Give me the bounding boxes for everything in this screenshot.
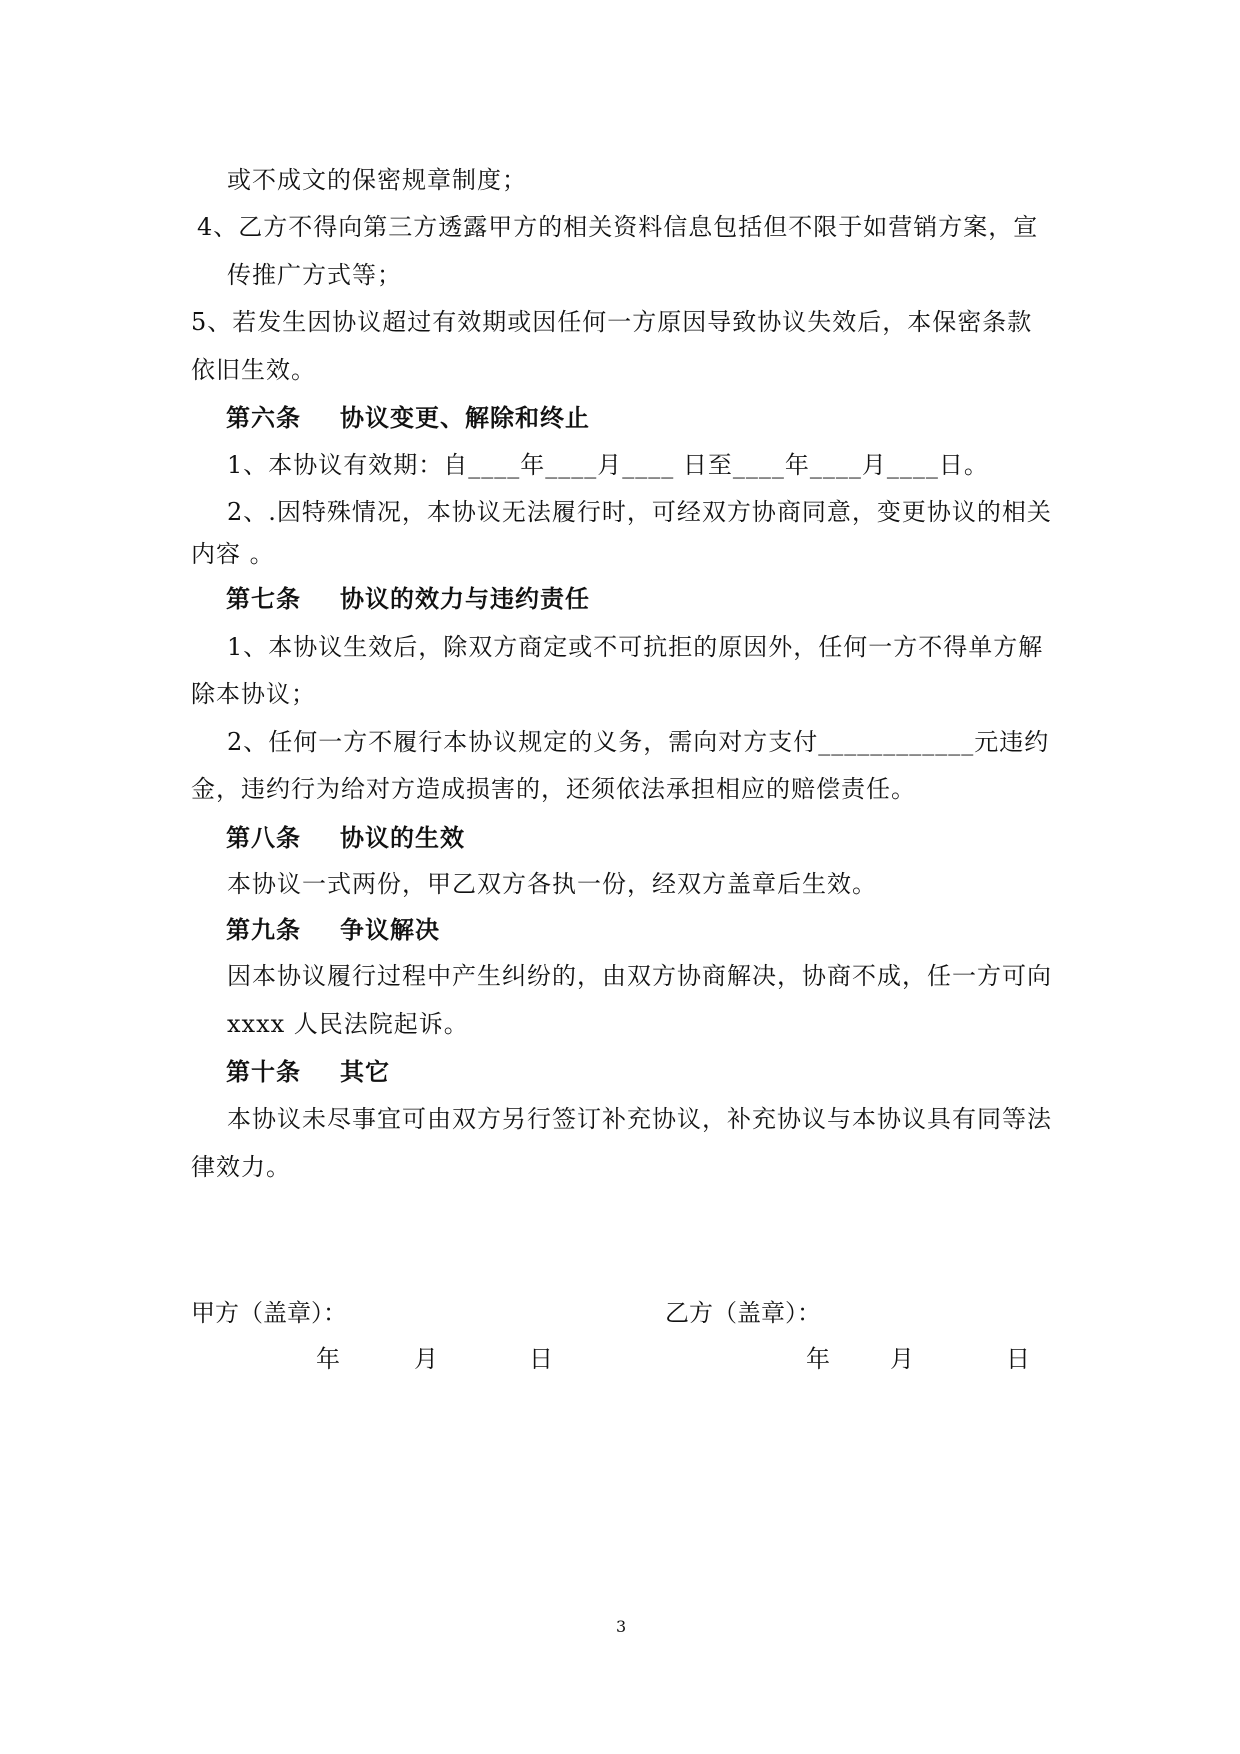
party-a-seal-label: 甲方（盖章）：	[191, 1299, 347, 1327]
article-9-text-line-1: 因本协议履行过程中产生纠纷的，由双方协商解决，协商不成，任一方可向	[227, 962, 1052, 990]
article-9-title: 争议解决	[340, 916, 440, 944]
article-6-heading	[226, 402, 590, 434]
article-10-number: 第十条	[226, 1058, 301, 1086]
article-6-clause-1: 1、本协议有效期：自____年____月____ 日至____年____月____日。	[227, 451, 989, 479]
article-9-text-line-2: xxxx 人民法院起诉。	[227, 1010, 469, 1038]
party-b-seal-label: 乙方（盖章）：	[665, 1299, 821, 1327]
party-b-date-day: 日	[1006, 1345, 1030, 1373]
article-6-clause-2-line-1: 2、.因特殊情况，本协议无法履行时，可经双方协商同意，变更协议的相关	[227, 498, 1052, 526]
party-a-date-day: 日	[529, 1345, 553, 1373]
party-b-date-year: 年	[806, 1345, 830, 1373]
article-6-number: 第六条	[226, 404, 301, 432]
article-7-clause-1-line-2: 除本协议；	[191, 680, 316, 708]
article-10-title: 其它	[340, 1058, 390, 1086]
party-a-date-year: 年	[316, 1345, 340, 1373]
article-10-heading	[226, 1056, 390, 1088]
article-7-title: 协议的效力与违约责任	[340, 585, 590, 613]
article-6-title: 协议变更、解除和终止	[340, 404, 590, 432]
clause-4-line-2: 传推广方式等；	[227, 261, 402, 289]
party-a-date-month: 月	[414, 1345, 438, 1373]
party-b-date-month: 月	[890, 1345, 914, 1373]
article-7-number: 第七条	[226, 585, 301, 613]
clause-5-line-1: 5、若发生因协议超过有效期或因任何一方原因导致协议失效后，本保密条款	[191, 308, 1033, 336]
clause-5-line-2: 依旧生效。	[191, 356, 316, 384]
article-9-heading	[226, 914, 440, 946]
article-10-text-line-1: 本协议未尽事宜可由双方另行签订补充协议，补充协议与本协议具有同等法	[227, 1105, 1052, 1133]
article-7-clause-2-line-2: 金，违约行为给对方造成损害的，还须依法承担相应的赔偿责任。	[191, 775, 916, 803]
article-7-clause-2-line-1: 2、任何一方不履行本协议规定的义务，需向对方支付____________元违约	[227, 728, 1050, 756]
article-7-heading	[226, 583, 590, 615]
clause-text: 或不成文的保密规章制度；	[227, 166, 527, 194]
article-8-number: 第八条	[226, 824, 301, 852]
article-8-heading	[226, 822, 465, 854]
page-number: 3	[616, 1617, 627, 1636]
clause-4-line-1: 4、乙方不得向第三方透露甲方的相关资料信息包括但不限于如营销方案，宣	[197, 213, 1039, 241]
article-7-clause-1-line-1: 1、本协议生效后，除双方商定或不可抗拒的原因外，任何一方不得单方解	[227, 633, 1044, 661]
article-8-title: 协议的生效	[340, 824, 465, 852]
article-6-clause-2-line-2: 内容 。	[191, 540, 275, 568]
article-10-text-line-2: 律效力。	[191, 1153, 291, 1181]
article-9-number: 第九条	[226, 916, 301, 944]
article-8-text: 本协议一式两份，甲乙双方各执一份，经双方盖章后生效。	[227, 870, 877, 898]
